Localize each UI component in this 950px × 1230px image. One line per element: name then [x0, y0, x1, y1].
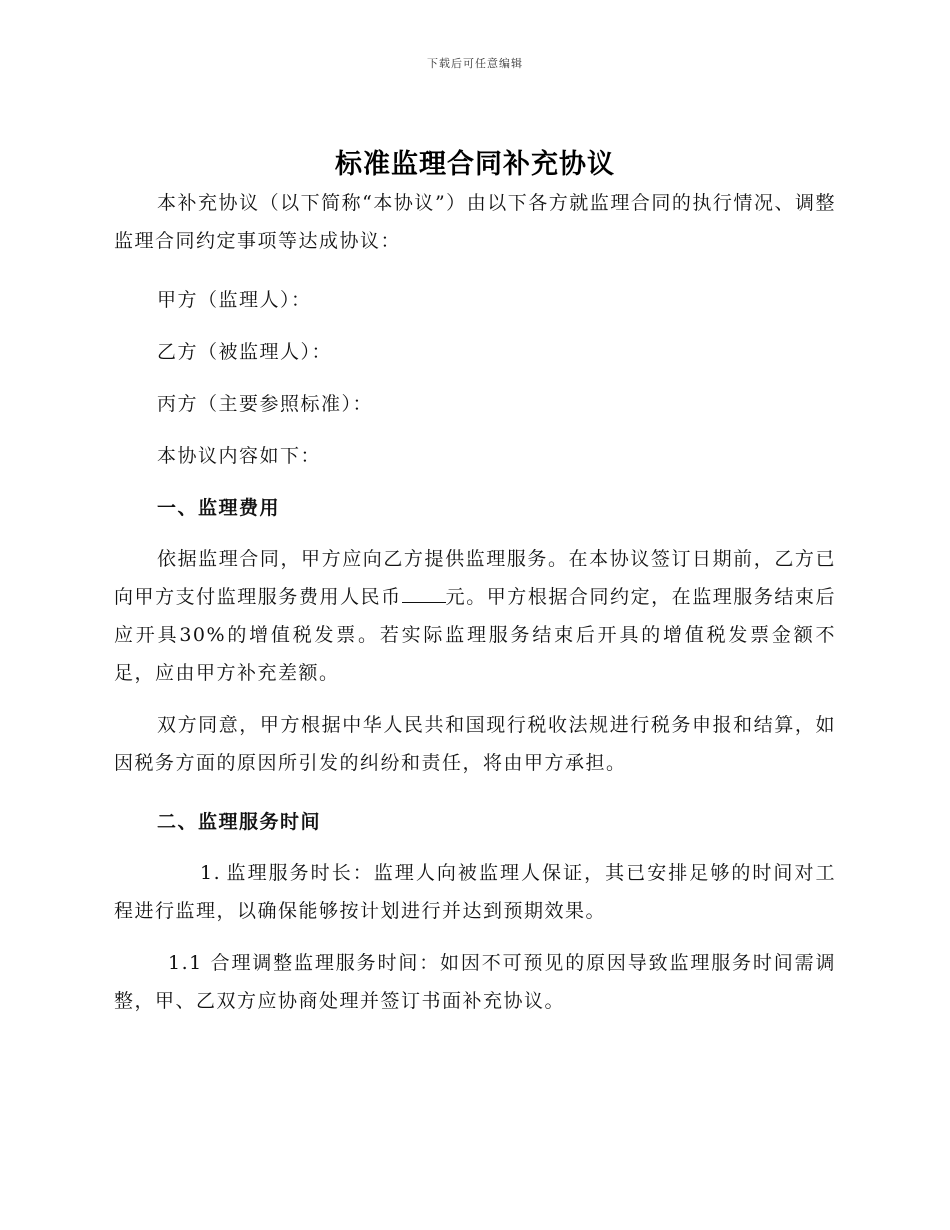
section-1-heading: 一、监理费用	[157, 497, 281, 519]
section-2-heading: 二、监理服务时间	[157, 811, 322, 833]
section-1-paragraph-1	[114, 540, 836, 692]
intro-paragraph: 本补充协议（以下简称“本协议”）由以下各方就监理合同的执行情况、调整监理合同约定事项等达成协议：	[114, 192, 836, 252]
fee-text-part1: 依据监理合同，甲方应向乙方提供监理服务。在本协议签订日期前，乙方已向甲方支付监理服务费用人民币	[114, 548, 836, 608]
party-c-line: 丙方（主要参照标准）：	[157, 393, 374, 415]
party-a-line: 甲方（监理人）：	[157, 289, 312, 311]
item-1-number: 1.	[200, 862, 222, 884]
fee-amount-blank	[402, 584, 446, 603]
header-note: 下载后可任意编辑	[427, 57, 523, 70]
party-b-line: 乙方（被监理人）：	[157, 341, 333, 363]
item-1-text: 监理服务时长：监理人向被监理人保证，其已安排足够的时间对工程进行监理，以确保能够按计划进行并达到预期效果。	[114, 862, 836, 922]
content-lead-line: 本协议内容如下：	[157, 445, 322, 467]
section-1-paragraph-2: 双方同意，甲方根据中华人民共和国现行税收法规进行税务申报和结算，如因税务方面的原因所引发的纠纷和责任，将由甲方承担。	[114, 714, 836, 774]
section-2-item-1	[114, 854, 836, 930]
section-2-item-1-1: 1.1 合理调整监理服务时间：如因不可预见的原因导致监理服务时间需调整，甲、乙双方应协商处理并签订书面补充协议。	[114, 952, 836, 1012]
document-title: 标准监理合同补充协议	[335, 149, 615, 180]
fee-text-part2: 元。甲方根据合同约定，在监理服务结束后应开具30%的增值税发票。若实际监理服务结束后开具的增值税发票金额不足，应由甲方补充差额。	[114, 586, 836, 684]
document-body	[114, 184, 836, 1034]
